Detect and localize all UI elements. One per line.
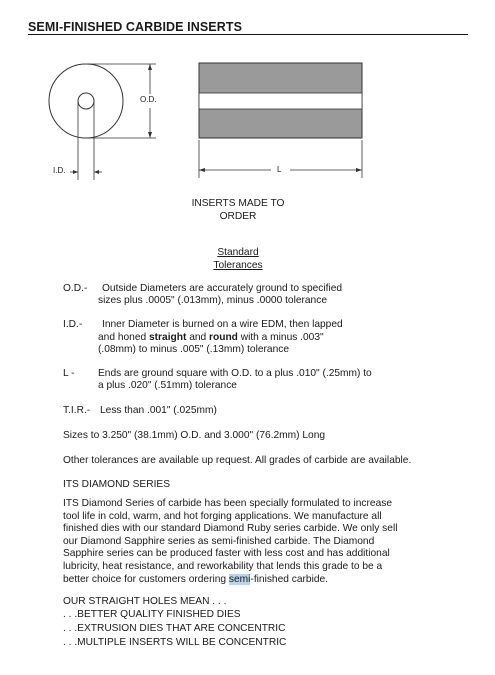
end-view-outer-circle — [49, 64, 123, 138]
id-text-line-1: Inner Diameter is burned on a wire EDM, then lapped — [102, 319, 343, 330]
l-label: L - — [63, 368, 75, 379]
od-text-line-1: Outside Diameters are accurately ground to specified — [102, 283, 343, 294]
made-to-order-line-1: INSERTS MADE TO — [191, 198, 285, 209]
id-text-round: round — [209, 332, 238, 343]
diamond-line-1: ITS Diamond Series of carbide has been specially formulated to increase — [63, 498, 392, 509]
l-dimension-label: L — [277, 165, 282, 174]
id-text-straight: straight — [149, 332, 187, 343]
id-text-e: with a minus .003" — [237, 332, 324, 343]
id-label: I.D.- — [63, 319, 83, 330]
tolerances-heading — [188, 246, 288, 272]
od-dimension-label: O.D. — [140, 95, 157, 104]
l-text-line-1: Ends are ground square with O.D. to a plus .010" (.25mm) to — [98, 368, 372, 379]
id-text-line-3: (.08mm) to minus .005" (.13mm) tolerance — [98, 344, 290, 355]
tolerances-heading-line-2: Tolerances — [213, 260, 263, 271]
diamond-line-3: finished dies with our standard Diamond Ruby series carbide. We only sell — [63, 523, 398, 535]
end-view-bore-circle — [78, 93, 94, 109]
diamond-series-heading: ITS DIAMOND SERIES — [63, 479, 170, 490]
straight-holes-heading: OUR STRAIGHT HOLES MEAN . . . — [63, 596, 227, 607]
holes-item-2: . . .EXTRUSION DIES THAT ARE CONCENTRIC — [63, 623, 286, 635]
holes-item-3: . . .MULTIPLE INSERTS WILL BE CONCENTRIC — [63, 637, 287, 649]
od-text — [102, 283, 342, 296]
od-label: O.D.- — [63, 283, 88, 294]
diamond-line-5: Sapphire series can be produced faster with less cost and has additional — [63, 548, 390, 560]
diamond-line-4: our Diamond Sapphire series as semi-finished carbide. The Diamond — [63, 535, 375, 547]
diamond-last-c: -finished carbide. — [250, 573, 329, 585]
diamond-series-paragraph — [63, 498, 463, 586]
straight-holes-list — [63, 609, 286, 650]
diamond-last-a: better choice for customers ordering — [63, 573, 229, 585]
holes-item-1: . . .BETTER QUALITY FINISHED DIES — [63, 609, 241, 620]
tir-text: Less than .001" (.025mm) — [100, 405, 217, 416]
tir-label: T.I.R.- — [63, 405, 91, 416]
id-text-a: and honed — [98, 332, 149, 343]
od-text-line-2: sizes plus .0005" (.013mm), minus .0000 tolerance — [98, 295, 327, 306]
tolerances-heading-line-1: Standard — [217, 247, 259, 258]
side-view-bore — [199, 93, 362, 109]
made-to-order-line-2: ORDER — [219, 211, 257, 222]
id-text-c: and — [186, 332, 210, 343]
id-dimension-label: I.D. — [53, 166, 66, 175]
sizes-text: Sizes to 3.250" (38.1mm) O.D. and 3.000" (76.2mm) Long — [63, 430, 326, 441]
id-text-line-2 — [98, 332, 324, 345]
diamond-line-2: tool life in cold, warm, and hot forging applications. We manufacture all — [63, 510, 382, 522]
l-text-line-2: a plus .020" (.51mm) tolerance — [98, 380, 237, 391]
highlighted-word: semi — [228, 573, 251, 585]
other-tolerances-text: Other tolerances are available up request. All grades of carbide are available. — [63, 455, 412, 466]
insert-diagram — [0, 0, 495, 200]
diamond-line-7 — [63, 574, 463, 587]
made-to-order-note — [178, 197, 298, 223]
page-title: SEMI-FINISHED CARBIDE INSERTS — [28, 20, 243, 34]
diamond-line-6: lubricity, heat resistance, and reworkability that lends this grade to be a — [63, 560, 383, 572]
